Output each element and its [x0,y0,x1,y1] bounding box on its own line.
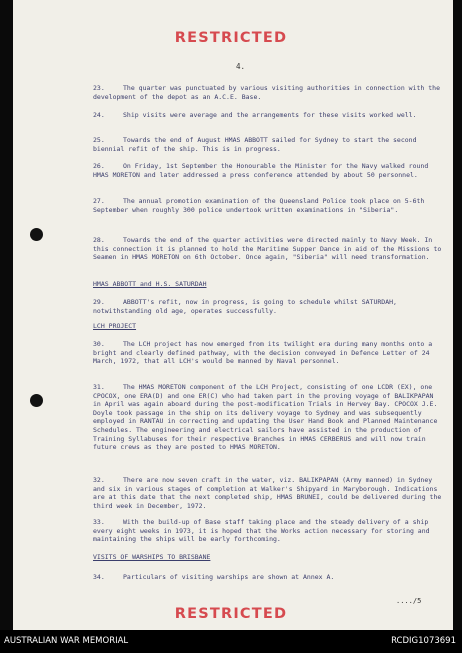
para-text: On Friday, 1st September the Honourable the Minister for the Navy walked round HMAS MORETON and later addressed a press conference attended by about 50 personnel. [93,162,429,179]
para-number: 34. [93,573,105,581]
para-text: ABBOTT's refit, now in progress, is going to schedule whilst SATURDAH, notwithstanding old age, operates successfully. [93,298,397,315]
para-text: The annual promotion examination of the Queensland Police took place on 5-6th September when roughly 300 police undertook written examinations in "Siberia". [93,197,425,214]
paragraph-27 [93,197,445,214]
paragraph-23 [93,84,445,101]
para-number: 30. [93,340,105,348]
para-text: Towards the end of August HMAS ABBOTT sailed for Sydney to start the second biennial refit of the ship. This is in progress. [93,136,417,153]
paragraph-24 [93,111,445,120]
para-text: The LCH project has now emerged from its twilight era during many months onto a bright and clearly defined pathway, with the decision conveyed in Defence Letter of 24 March, 1972, that all LCH's would be manned by Naval personnel. [93,340,433,366]
punch-hole [30,228,43,241]
para-text: Ship visits were average and the arrangements for these visits worked well. [123,111,417,119]
footer-id: RCDIG1073691 [391,636,456,646]
page-number: 4. [236,62,246,71]
para-text: The quarter was punctuated by various visiting authorities in connection with the development of the depot as an A.C.E. Base. [93,84,440,101]
section-heading: HMAS ABBOTT and H.S. SATURDAH [93,280,207,288]
para-number: 33. [93,518,105,526]
paragraph-34 [93,573,445,582]
para-text: The HMAS MORETON component of the LCH Project, consisting of one LCDR (EX), one CPOCOX, one ERA(D) and one ER(C) who had taken part in the proving voyage of BALIKPAPAN in April was again aboard during the post-modification Trials in Hervey Bay. CPOCOX J.E. Doyle took passage in the ship on its delivery voyage to Sydney and was subsequently employed in RANTAU in correcting and updating the User Hand Book and Planned Maintenance Schedules. The engineering and electrical sailors have assisted in the production of Training Syllabuses for their respective Branches in HMAS CERBERUS and will now train future crews as they are posted to HMAS MORETON. [93,383,438,452]
para-number: 31. [93,383,105,391]
paragraph-31 [93,383,445,452]
paragraph-26 [93,162,445,179]
classification-top: RESTRICTED [174,30,288,46]
paragraph-30 [93,340,445,366]
punch-hole [30,394,43,407]
para-text: With the build-up of Base staff taking place and the steady delivery of a ship every eight weeks in 1973, it is hoped that the Works action necessary for storing and maintaining the ships will be early forthcoming. [93,518,430,544]
para-number: 27. [93,197,105,205]
para-number: 24. [93,111,105,119]
para-number: 23. [93,84,105,92]
paragraph-28 [93,236,445,262]
para-text: There are now seven craft in the water, viz. BALIKPAPAN (Army manned) in Sydney and six in various stages of completion at Walker's Shipyard in Maryborough. Indications are at this date that the next completed ship, HMAS BRUNEI, could be delivered during the third week in December, 1972. [93,476,442,510]
paragraph-29 [93,298,445,315]
classification-bottom: RESTRICTED [174,606,288,622]
para-number: 29. [93,298,105,306]
para-number: 28. [93,236,105,244]
para-text: Particulars of visiting warships are shown at Annex A. [123,573,335,581]
paragraph-32 [93,476,445,510]
section-heading: LCH PROJECT [93,322,137,330]
archive-footer [0,630,462,653]
para-text: Towards the end of the quarter activities were directed mainly to Navy Week. In this connection it is planned to hold the Maritime Supper Dance in aid of the Missions to Seamen in HMAS MORETON on 6th October. Once again, "Siberia" will need transformation. [93,236,442,262]
para-number: 32. [93,476,105,484]
paragraph-25 [93,136,445,153]
footer-source: AUSTRALIAN WAR MEMORIAL [4,636,129,646]
para-number: 26. [93,162,105,170]
section-heading: VISITS OF WARSHIPS TO BRISBANE [93,553,211,561]
paragraph-33 [93,518,445,544]
continuation-marker: ..../5 [396,597,422,605]
para-number: 25. [93,136,105,144]
